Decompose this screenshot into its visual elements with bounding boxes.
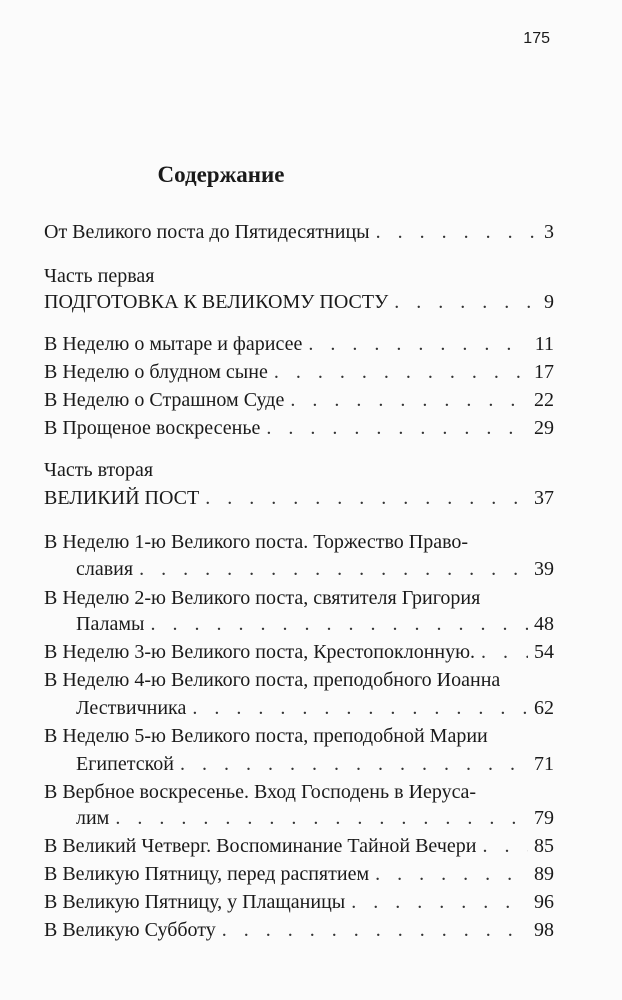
toc-entry-text: В Неделю о мытаре и фарисее xyxy=(44,333,303,355)
dot-leader xyxy=(375,862,528,886)
dot-leader xyxy=(266,416,528,440)
toc-entry-page: 98 xyxy=(534,919,554,941)
toc-entry-page: 54 xyxy=(534,641,554,663)
toc-entry-page: 11 xyxy=(534,333,554,355)
toc-entry-text: ВЕЛИКИЙ ПОСТ xyxy=(44,487,200,509)
toc-entry-page: 17 xyxy=(534,361,554,383)
toc-entry-text: В Великую Субботу xyxy=(44,919,216,941)
dot-leader xyxy=(308,332,528,356)
dot-leader xyxy=(376,220,538,244)
toc-entry-text: В Неделю 5-ю Великого поста, преподобной Марии xyxy=(44,725,488,747)
toc-entry-text: От Великого поста до Пятидесятницы xyxy=(44,221,370,243)
toc-entry xyxy=(44,890,554,914)
dot-leader xyxy=(394,290,538,314)
toc-entry-text: В Неделю 2-ю Великого поста, святителя Григория xyxy=(44,587,481,609)
dot-leader xyxy=(180,752,528,776)
toc-entry xyxy=(44,360,554,384)
toc-entry xyxy=(76,557,554,581)
page-number: 175 xyxy=(523,30,550,47)
toc-entry-page: 22 xyxy=(534,389,554,411)
toc-entry-text: В Неделю 1-ю Великого поста. Торжество Право- xyxy=(44,531,469,553)
dot-leader xyxy=(481,640,528,664)
toc-entry-page: 29 xyxy=(534,417,554,439)
dot-leader xyxy=(205,486,528,510)
toc-entry-text: ПОДГОТОВКА К ВЕЛИКОМУ ПОСТУ xyxy=(44,291,389,313)
dot-leader xyxy=(351,890,528,914)
dot-leader xyxy=(150,612,528,636)
toc-entry xyxy=(44,862,554,886)
toc-entry xyxy=(76,806,554,830)
toc-entry xyxy=(44,640,554,664)
toc-entry-text: В Великую Пятницу, перед распятием xyxy=(44,863,370,885)
toc-entry-page: 39 xyxy=(534,558,554,580)
toc-entry-page: 37 xyxy=(534,487,554,509)
toc-entry-page: 79 xyxy=(534,807,554,829)
toc-entry-page: 89 xyxy=(534,863,554,885)
toc-entry xyxy=(44,834,554,858)
toc-entry xyxy=(44,388,554,412)
toc-entry-text: В Неделю 4-ю Великого поста, преподобного Иоанна xyxy=(44,669,501,691)
dot-leader xyxy=(139,557,528,581)
toc-entry-text-cont: Египетской xyxy=(76,753,174,775)
toc-entry xyxy=(44,290,554,314)
toc-entry-text: В Прощеное воскресенье xyxy=(44,417,261,439)
toc-entry xyxy=(44,416,554,440)
part-heading: Часть первая xyxy=(44,265,155,287)
toc-entry-text: В Неделю о блудном сыне xyxy=(44,361,268,383)
toc-entry-text: В Великую Пятницу, у Плащаницы xyxy=(44,891,346,913)
dot-leader xyxy=(482,834,528,858)
toc-entry-page: 3 xyxy=(544,221,554,243)
dot-leader xyxy=(222,918,528,942)
toc-entry-page: 96 xyxy=(534,891,554,913)
toc-entry-page: 9 xyxy=(544,291,554,313)
toc-entry xyxy=(44,332,554,356)
toc-entry-text-cont: Лествичника xyxy=(76,697,187,719)
toc-entry xyxy=(76,752,554,776)
toc-entry-text: В Великий Четверг. Воспоминание Тайной Вечери xyxy=(44,835,477,857)
toc-entry-page: 71 xyxy=(534,753,554,775)
toc-entry-text: В Неделю о Страшном Суде xyxy=(44,389,285,411)
toc-entry xyxy=(44,486,554,510)
toc-entry-page: 85 xyxy=(534,835,554,857)
toc-entry-text-cont: лим xyxy=(76,807,110,829)
dot-leader xyxy=(115,806,528,830)
toc-entry xyxy=(76,612,554,636)
toc-entry-text-cont: Паламы xyxy=(76,613,145,635)
toc-entry-text: В Неделю 3-ю Великого поста, Крестопоклонную. xyxy=(44,641,476,663)
dot-leader xyxy=(192,696,528,720)
toc-title: Содержание xyxy=(157,162,285,187)
toc-entry-page: 48 xyxy=(534,613,554,635)
toc-entry-text: В Вербное воскресенье. Вход Господень в Иерусa- xyxy=(44,781,477,803)
toc-entry xyxy=(76,696,554,720)
toc-entry-page: 62 xyxy=(534,697,554,719)
dot-leader xyxy=(290,388,528,412)
dot-leader xyxy=(274,360,528,384)
toc-entry-text-cont: славия xyxy=(76,558,134,580)
part-heading: Часть вторая xyxy=(44,459,154,481)
toc-entry xyxy=(44,220,554,244)
toc-entry xyxy=(44,918,554,942)
